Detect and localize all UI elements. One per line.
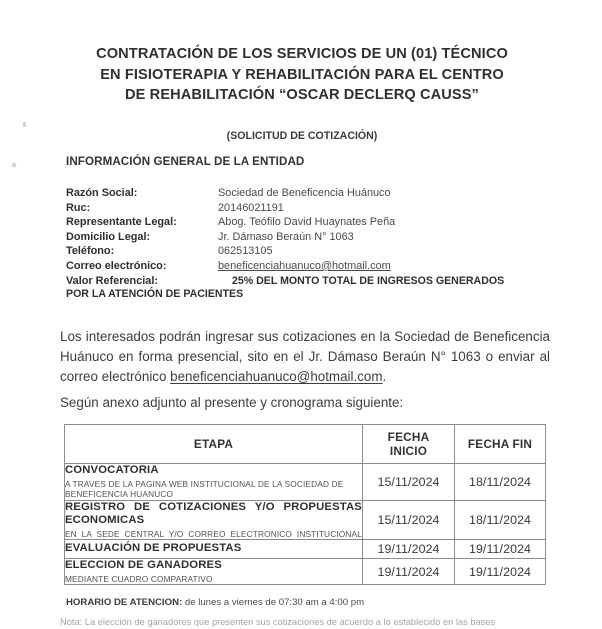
entity-value-ruc: 20146021191: [218, 201, 284, 214]
body-paragraph: [60, 327, 550, 386]
stage-cell-convocatoria: [65, 464, 363, 501]
entity-row-domicilio-legal: [66, 230, 536, 245]
entity-row-correo-electronico: [66, 259, 536, 274]
attention-hours-label: HORARIO DE ATENCION:: [66, 597, 183, 608]
entity-value-razon-social: Sociedad de Beneficencia Huánuco: [218, 187, 391, 199]
column-header-fecha-inicio: [363, 425, 455, 464]
entity-label-domicilio-legal: Domicilio Legal:: [66, 230, 151, 243]
column-header-fecha-inicio-line2: INICIO: [389, 444, 428, 458]
body-paragraph-email-link[interactable]: beneficenciahuanuco@hotmail.com: [170, 368, 383, 384]
table-row: [65, 558, 546, 584]
stage-cell-eleccion-ganadores: [65, 558, 363, 584]
entity-value-correo-electronico[interactable]: beneficenciahuanuco@hotmail.com: [218, 259, 391, 272]
attention-hours-line: [66, 597, 364, 608]
scan-speck: [23, 122, 26, 127]
body-paragraph-period: .: [382, 368, 387, 384]
column-header-fecha-fin: FECHA FIN: [455, 425, 546, 464]
document-title-line-2: EN FISIOTERAPIA Y REHABILITACIÓN PARA EL CENTRO: [100, 66, 504, 83]
stage-title: EVALUACIÓN DE PROPUESTAS: [65, 542, 242, 555]
stage-end-date: 19/11/2024: [455, 540, 546, 559]
body-closing-line: Según anexo adjunto al presente y cronograma siguiente:: [60, 395, 404, 410]
stage-detail: MEDIANTE CUADRO COMPARATIVO: [65, 574, 213, 585]
entity-value-telefono: 062513105: [218, 245, 273, 258]
entity-value-representante-legal: Abog. Teófilo David Huaynates Peña: [218, 216, 396, 229]
entity-row-representante-legal: [66, 215, 536, 230]
document-title-line-1: CONTRATACIÓN DE LOS SERVICIOS DE UN (01) TÉCNICO: [96, 46, 508, 62]
document-title-line-3: DE REHABILITACIÓN “OSCAR DECLERQ CAUSS”: [125, 87, 479, 103]
stage-end-date: 19/11/2024: [455, 558, 546, 584]
entity-row-ruc: [66, 201, 536, 216]
entity-information-list: [66, 186, 536, 302]
attention-hours-value: de lunes a viernes de 07:30 am a 4:00 pm: [184, 597, 365, 608]
footer-note-truncated: Nota: La elección de ganadores que presenten sus cotizaciones de acuerdo a lo establecido en las bases: [60, 617, 496, 627]
entity-label-representante-legal: Representante Legal:: [66, 216, 177, 229]
stage-start-date: 19/11/2024: [363, 558, 455, 584]
entity-value-domicilio-legal: Jr. Dámaso Beraún N° 1063: [218, 230, 354, 243]
document-subtitle: (SOLICITUD DE COTIZACIÓN): [226, 130, 378, 142]
body-paragraph-text: Los interesados podrán ingresar sus cotizaciones en la Sociedad de Beneficencia Huánuco en forma presencial, sito en el Jr. Dámaso Beraún N° 1063 o enviar al correo electrónico: [60, 329, 550, 384]
entity-row-valor-referencial: [66, 274, 536, 289]
schedule-table: [64, 424, 546, 585]
stage-detail: A TRAVES DE LA PAGINA WEB INSTITUCIONAL DE LA SOCIEDAD DE BENEFICENCIA HUANUCO: [65, 479, 344, 500]
table-row: [65, 540, 546, 559]
entity-row-telefono: [66, 244, 536, 259]
stage-start-date: 19/11/2024: [363, 540, 455, 559]
entity-row-razon-social: [66, 186, 536, 201]
entity-label-correo-electronico: Correo electrónico:: [66, 259, 167, 272]
entity-label-ruc: Ruc:: [66, 201, 91, 214]
stage-cell-evaluacion-propuestas: [65, 540, 363, 559]
entity-label-valor-referencial: Valor Referencial:: [66, 274, 159, 287]
stage-title: ELECCION DE GANADORES: [65, 558, 222, 571]
table-row: [65, 500, 546, 540]
stage-title: CONVOCATORIA: [65, 464, 159, 476]
entity-label-telefono: Teléfono:: [66, 245, 115, 258]
stage-title: REGISTRO DE COTIZACIONES Y/O PROPUESTAS ECONOMICAS: [65, 500, 362, 527]
entity-label-razon-social: Razón Social:: [66, 187, 138, 199]
entity-value-valor-referencial-continued: POR LA ATENCIÓN DE PACIENTES: [66, 288, 244, 301]
column-header-fecha-inicio-line1: FECHA: [387, 429, 430, 444]
document-title: [52, 44, 552, 106]
table-header-row: [65, 425, 546, 464]
stage-end-date: 18/11/2024: [455, 464, 546, 501]
stage-start-date: 15/11/2024: [363, 500, 455, 540]
stage-detail: EN LA SEDE CENTRAL Y/O CORREO ELECTRONICO INSTITUCIONAL: [65, 529, 362, 540]
stage-start-date: 15/11/2024: [363, 464, 455, 501]
column-header-etapa: ETAPA: [65, 425, 363, 464]
section-heading-entity-info: INFORMACIÓN GENERAL DE LA ENTIDAD: [66, 155, 305, 168]
stage-cell-registro-cotizaciones: [65, 500, 363, 540]
table-row: [65, 464, 546, 501]
stage-end-date: 18/11/2024: [455, 500, 546, 540]
scan-speck: [12, 163, 17, 168]
entity-value-valor-referencial: 25% DEL MONTO TOTAL DE INGRESOS GENERADOS: [232, 274, 505, 287]
